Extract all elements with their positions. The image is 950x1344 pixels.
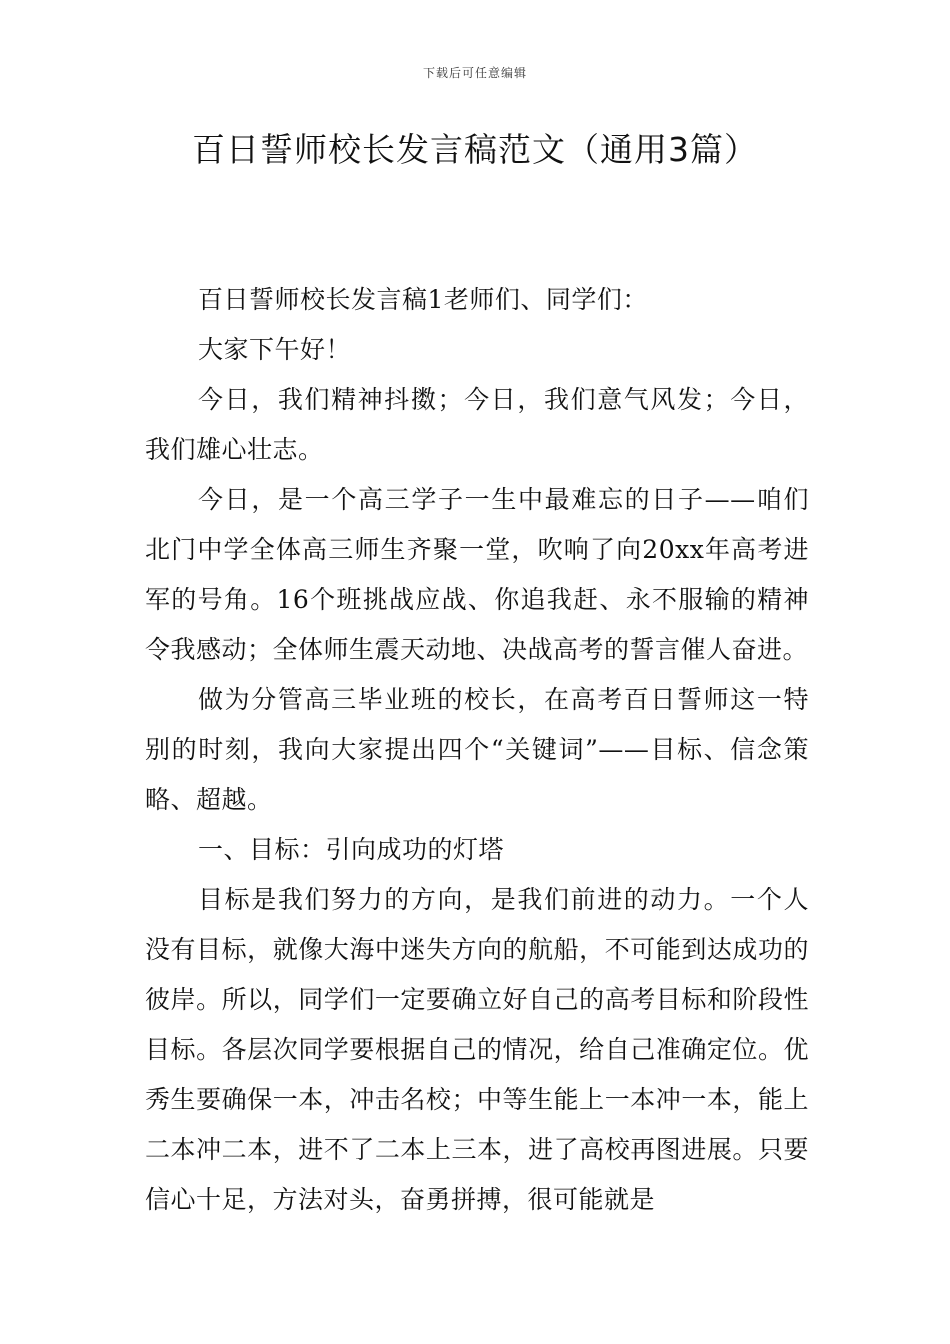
- section-heading-goal: 一、目标：引向成功的灯塔: [198, 835, 505, 864]
- document-body: [145, 275, 809, 1225]
- document-title: 百日誓师校长发言稿范文（通用3篇）: [192, 130, 758, 169]
- paragraph-spirit: 今日，我们精神抖擞；今日，我们意气风发；今日，我们雄心壮志。: [145, 385, 809, 464]
- paragraph-greeting: 大家下午好！: [198, 335, 352, 364]
- paragraph-salutation: 百日誓师校长发言稿1老师们、同学们：: [198, 285, 648, 314]
- paragraph-keywords: 做为分管高三毕业班的校长，在高考百日誓师这一特别的时刻，我向大家提出四个“关键词”——目标、信念策略、超越。: [145, 685, 809, 814]
- header-note: 下载后可任意编辑: [422, 66, 527, 80]
- paragraph-gathering: 今日，是一个高三学子一生中最难忘的日子——咱们北门中学全体高三师生齐聚一堂，吹响了向20xx年高考进军的号角。16个班挑战应战、你追我赶、永不服输的精神令我感动；全体师生震天动地、决战高考的誓言催人奋进。: [145, 485, 809, 664]
- paragraph-goal: 目标是我们努力的方向，是我们前进的动力。一个人没有目标，就像大海中迷失方向的航船，不可能到达成功的彼岸。所以，同学们一定要确立好自己的高考目标和阶段性目标。各层次同学要根据自己的情况，给自己准确定位。优秀生要确保一本，冲击名校；中等生能上一本冲一本，能上二本冲二本，进不了二本上三本，进了高校再图进展。只要信心十足，方法对头，奋勇拼搏，很可能就是: [145, 885, 809, 1214]
